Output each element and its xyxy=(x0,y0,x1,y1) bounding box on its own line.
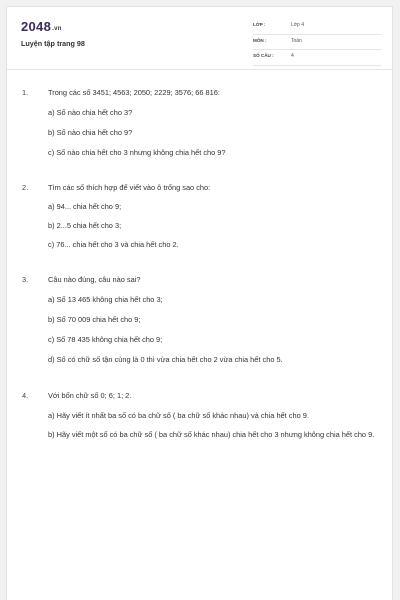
question-item: b) Số 70 009 chia hết cho 9; xyxy=(48,315,141,324)
worksheet-header xyxy=(7,7,392,70)
logo-text: 2048 xyxy=(21,19,52,34)
meta-value: Toán xyxy=(291,37,302,44)
question-item: b) Hãy viết một số có ba chữ số ( ba chữ số khác nhau) chia hết cho 3 nhưng không chia hết cho 9. xyxy=(48,430,375,439)
question-item: b) Số nào chia hết cho 9? xyxy=(48,128,133,137)
question-item: d) Số có chữ số tận cùng là 0 thì vừa chia hết cho 2 vừa chia hết cho 5. xyxy=(48,355,283,364)
meta-value: Lớp 4 xyxy=(291,22,305,28)
question-item: a) 94... chia hết cho 9; xyxy=(48,202,122,211)
question-text: Câu nào đúng, câu nào sai? xyxy=(48,275,141,284)
question-item: c) Số nào chia hết cho 3 nhưng không chia hết cho 9? xyxy=(48,148,226,157)
worksheet-page xyxy=(6,6,393,600)
meta-label: MÔN : xyxy=(253,37,267,43)
worksheet-meta xyxy=(253,19,381,66)
question-item: a) Hãy viết ít nhất ba số có ba chữ số ( ba chữ số khác nhau) và chia hết cho 9. xyxy=(48,411,309,420)
worksheet-title: Luyện tập trang 98 xyxy=(21,39,85,48)
question-text: Với bốn chữ số 0; 6; 1; 2. xyxy=(48,391,132,400)
question-item: b) 2...5 chia hết cho 3; xyxy=(48,221,122,230)
question-number: 3. xyxy=(22,275,29,284)
meta-row-subject xyxy=(253,35,381,51)
meta-value: 4 xyxy=(291,53,294,59)
question-item: a) Số nào chia hết cho 3? xyxy=(48,108,133,117)
question-number: 4. xyxy=(22,391,29,400)
question-item: a) Số 13 465 không chia hết cho 3; xyxy=(48,295,163,304)
question-text: Trong các số 3451; 4563; 2050; 2229; 3576; 66 816: xyxy=(48,88,220,97)
meta-label: LỚP : xyxy=(253,22,266,27)
site-logo[interactable] xyxy=(21,19,62,34)
meta-row-count xyxy=(253,50,381,66)
question-number: 2. xyxy=(22,183,29,192)
question-text: Tìm các số thích hợp để viết vào ô trống sao cho: xyxy=(48,183,211,192)
question-number: 1. xyxy=(22,88,29,97)
meta-row-class xyxy=(253,19,381,35)
logo-suffix: .vn xyxy=(52,26,62,32)
meta-label: SỐ CÂU : xyxy=(253,53,274,58)
question-item: c) Số 78 435 không chia hết cho 9; xyxy=(48,335,163,344)
question-item: c) 76... chia hết cho 3 và chia hết cho 2. xyxy=(48,240,179,249)
